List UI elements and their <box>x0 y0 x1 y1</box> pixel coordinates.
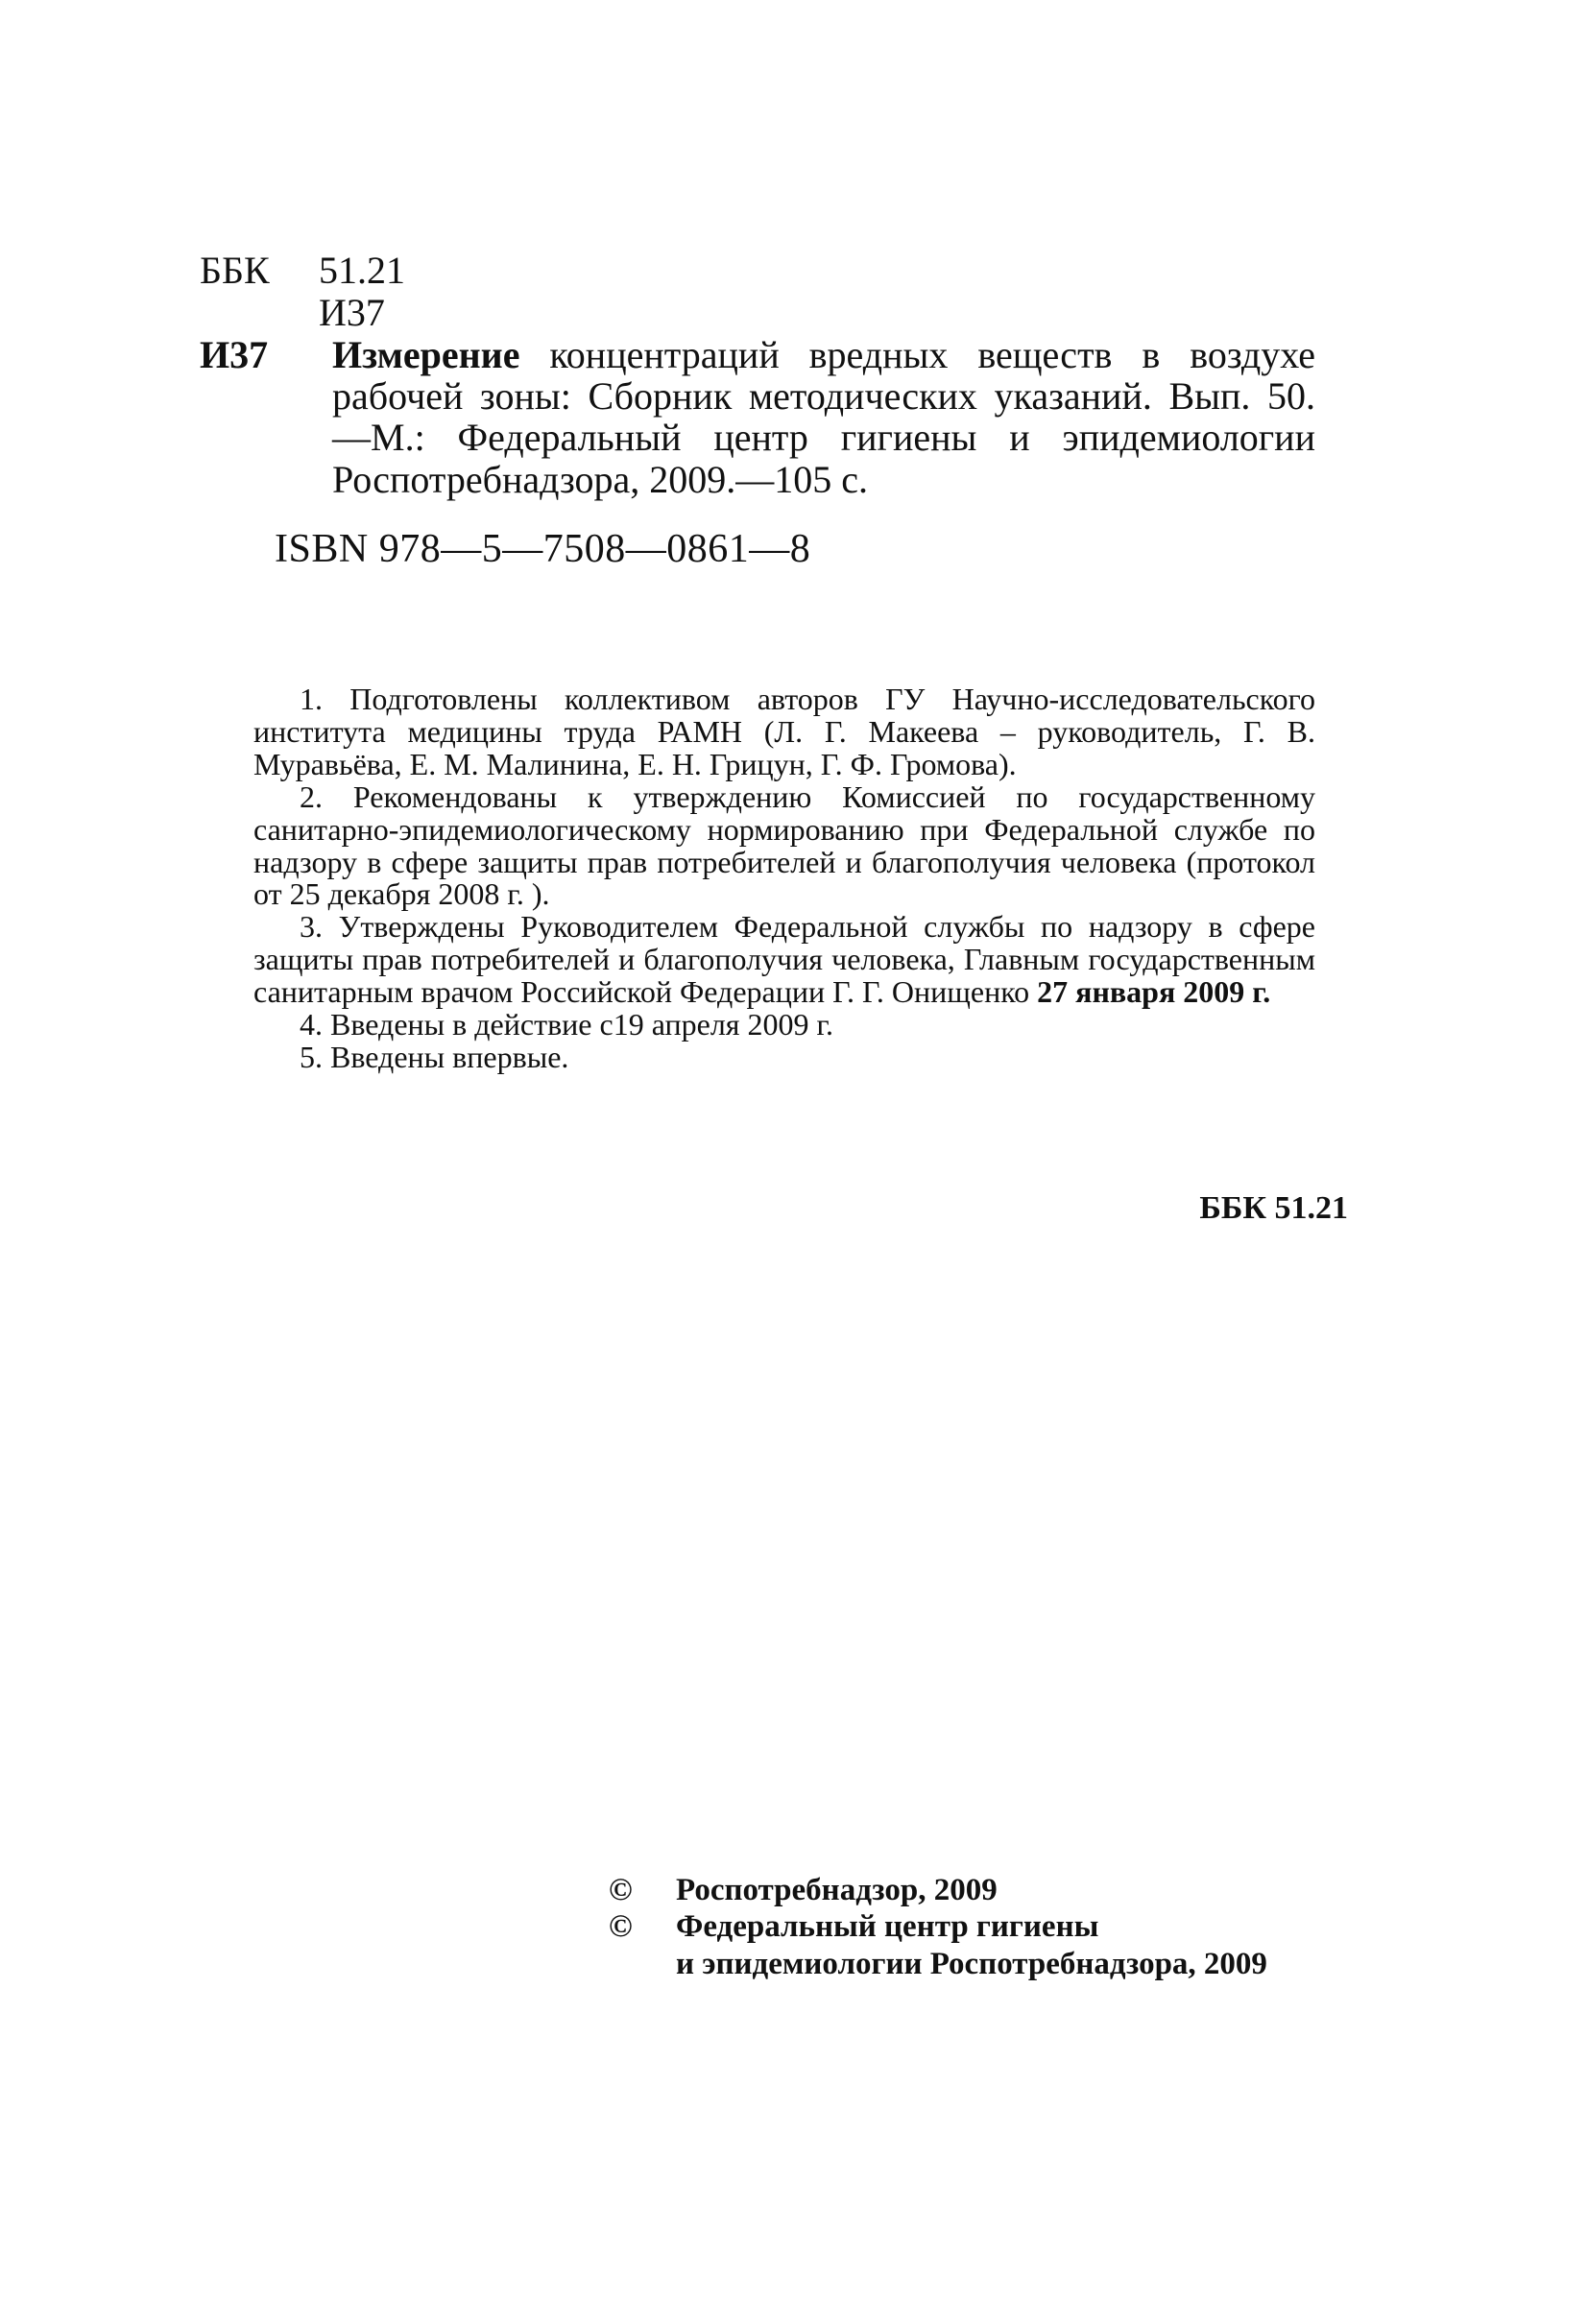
note-date: 27 января 2009 г. <box>1037 974 1271 1010</box>
bbk-code: 51.21 <box>319 249 405 292</box>
bbk-code-line <box>200 250 405 291</box>
copyright-holder: и эпидемиологии Роспотребнадзора, 2009 <box>676 1946 1267 1981</box>
isbn: ISBN 978—5—7508—0861—8 <box>275 527 811 571</box>
note-item: 1. Подготовлены коллективом авторов ГУ Научно-исследовательского института медицины труда РАМН (Л. Г. Макеева – руководитель, Г. В. Муравьёва, Е. М. Малинина, Е. Н. Грицун, Г. Ф. Громова). <box>253 682 1315 781</box>
notes-list <box>253 683 1315 1074</box>
entry-author-mark: И37 <box>200 333 269 376</box>
copyright-line <box>609 1908 1267 1945</box>
note-item <box>253 911 1315 1009</box>
bbk-label: ББК <box>200 249 270 292</box>
entry-title-word: Измерение <box>332 333 520 376</box>
author-mark: И37 <box>319 291 385 334</box>
entry-description: концентраций вредных веществ в воздухе рабочей зоны: Сборник методических указаний. Вып. 50. —М.: Федеральный центр гигиены и эпидемиологии Роспотребнадзора, 2009.—105 с. <box>332 333 1315 501</box>
entry-text <box>332 334 1315 500</box>
copyright-block <box>609 1872 1267 1982</box>
note-item: 4. Введены в действие с19 апреля 2009 г. <box>300 1007 834 1042</box>
note-text: 3. Утверждены Руководителем Федеральной службы по надзору в сфере защиты прав потребителей и благополучия человека, Главным государственным санитарным врачом Российской Федерации Г. Г. Онищенко <box>253 909 1315 1010</box>
bibliographic-entry <box>200 334 1315 500</box>
copyright-line <box>609 1872 1267 1908</box>
copyright-line-continuation <box>609 1946 1267 1982</box>
note-item: 5. Введены впервые. <box>300 1039 569 1074</box>
bbk-bottom: ББК 51.21 <box>1199 1190 1348 1226</box>
note-item: 2. Рекомендованы к утверждению Комиссией по государственному санитарно-эпидемиологическому нормированию при Федеральной службе по надзору в сфере защиты прав потребителей и благополучия человека (протокол от 25 декабря 2008 г. ). <box>253 779 1315 912</box>
copyright-holder: Роспотребнадзор, 2009 <box>676 1873 998 1907</box>
copyright-holder: Федеральный центр гигиены <box>676 1909 1099 1945</box>
copyright-icon: © <box>609 1909 633 1945</box>
copyright-icon: © <box>609 1873 633 1907</box>
